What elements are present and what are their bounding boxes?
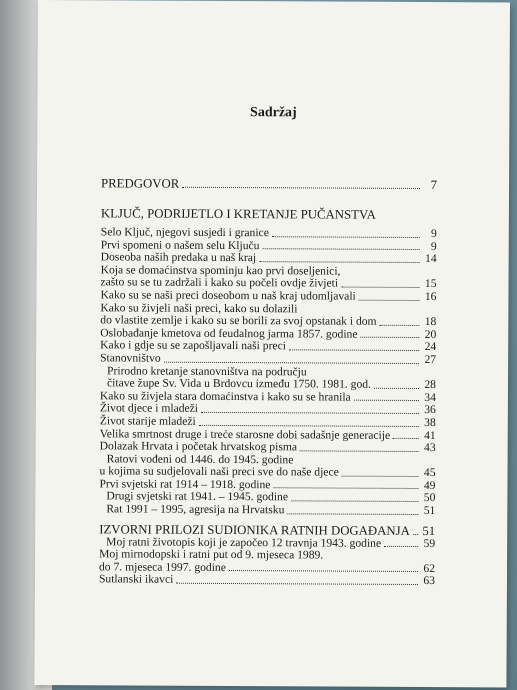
leader-dots (380, 324, 420, 326)
leader-dots (300, 449, 419, 452)
leader-dots (182, 186, 420, 189)
toc-page-number: 34 (424, 390, 436, 404)
toc-page-number: 59 (423, 536, 436, 550)
toc-entry-text: Prirodno kretanje stanovništva na području (107, 363, 307, 378)
toc-entry-text: čitave župe Sv. Vida u Brdovcu između 1750. 1981. god. (106, 376, 372, 391)
leader-dots (354, 399, 419, 401)
toc-entry-text: Moj mirnodopski i ratni put od 9. mjeseca 1989. (99, 547, 324, 562)
toc-entry-text: Prvi spomeni o našem selu Ključu (100, 237, 260, 252)
table-of-contents (99, 176, 437, 588)
leader-dots (341, 286, 419, 288)
leader-dots (273, 487, 418, 490)
leader-dots (374, 386, 419, 388)
toc-entry-text: Oslobađanje kmetova od feudalnog jarma 1857. godine (100, 326, 358, 341)
toc-page-number: 43 (424, 441, 436, 455)
toc-entry-text: Koja se domaćinstva spominju kao prvi doseljenici, (100, 263, 341, 278)
toc-page-number: 24 (424, 340, 437, 354)
leader-dots (262, 247, 419, 250)
toc-entry-text: Sutlanski ikavci (98, 572, 174, 587)
leader-dots (229, 569, 418, 572)
toc-page-number: 51 (423, 504, 436, 518)
leader-dots (176, 582, 418, 585)
toc-entry-text: Drugi svjetski rat 1941. – 1945. godine (106, 489, 289, 504)
toc-page-number: 9 (430, 227, 437, 241)
toc-entry-text: Doseoba naših predaka u naš kraj (100, 250, 257, 265)
toc-entry-text: Dolazak Hrvata i početak hrvatskog pisma (99, 439, 298, 454)
toc-page-number: 49 (423, 478, 436, 492)
leader-dots (199, 423, 419, 426)
toc-entry-predgovor (101, 176, 437, 192)
page-title: Sadržaj (250, 105, 297, 121)
toc-entry-text: Stanovništvo (100, 351, 161, 365)
toc-page-number: 18 (424, 315, 437, 329)
toc-page-number: 9 (430, 239, 437, 253)
leader-dots (287, 512, 418, 515)
toc-entry-text: Kako su se naši preci doseobom u naš kraj udomljavali (100, 288, 356, 303)
toc-entry-text: Život starije mladeži (99, 414, 196, 428)
toc-entry-text: Prvi svjetski rat 1914 – 1918. godine (99, 477, 271, 492)
toc-entry-text: Život djece i mladeži (99, 401, 199, 416)
toc-entry-text: Kako i gdje su se zapošljavali naši preci (100, 338, 287, 353)
toc-section-heading (101, 206, 437, 222)
leader-dots (272, 235, 420, 238)
toc-page-number: 51 (422, 523, 436, 538)
toc-entry-text: u kojima su sudjelovali naši preci sve do naše djece (99, 464, 339, 479)
toc-page-number: 16 (424, 289, 437, 304)
toc-page-number: 28 (424, 378, 437, 392)
leader-dots (201, 411, 419, 414)
toc-entry (99, 503, 435, 517)
leader-dots (342, 474, 419, 476)
toc-entry-text: zašto su se tu zadržali i kako su počeli ovdje živjeti (100, 275, 339, 290)
toc-page-number: 20 (424, 327, 437, 341)
toc-entry-text: Selo Ključ, njegovi susjedi i granice (100, 225, 269, 240)
leader-dots (291, 499, 418, 502)
leader-dots (393, 437, 419, 439)
toc-entry-text: IZVORNI PRILOZI SUDIONIKA RATNIH DOGAĐANJA (99, 521, 410, 538)
leader-dots (384, 545, 418, 547)
toc-entry-text: Moj ratni životopis koji je započeo 12 travnja 1943. godine (106, 535, 382, 550)
toc-page-number: 14 (425, 252, 437, 266)
toc-page-number: 27 (424, 352, 437, 367)
toc-entry-text: Velika smrtnost druge i treće starosne dobi sadašnje generacije (99, 426, 391, 442)
leader-dots (289, 348, 419, 351)
leader-dots (360, 336, 419, 338)
toc-entry-text: Kako su živjeli naši preci, kako su dolazili (100, 300, 298, 315)
toc-page-number: 7 (430, 178, 438, 193)
toc-entry-text: PREDGOVOR (101, 176, 180, 191)
toc-entry-text: Kako su živjela stara domaćinstva i kako su se hranila (99, 389, 351, 404)
leader-dots (359, 298, 420, 300)
leader-dots (413, 533, 418, 535)
toc-entry (99, 574, 435, 588)
toc-page-number: 45 (423, 466, 436, 480)
toc-page-number: 15 (424, 277, 437, 291)
toc-page-number: 50 (423, 491, 436, 505)
leader-dots (259, 260, 420, 263)
leader-dots (164, 360, 419, 363)
toc-entry-text: Ratovi vođeni od 1446. do 1945. godine (106, 452, 294, 467)
toc-entry-text: do vlastite zemlje i kako su se borili za svoj opstanak i dom (100, 313, 377, 328)
toc-page-number: 63 (423, 574, 435, 588)
toc-entry-text: KLJUČ, PODRIJETLO I KRETANJE PUČANSTVA (100, 206, 376, 222)
toc-page-number: 36 (424, 403, 436, 417)
book-page (34, 0, 510, 687)
toc-entry-text: Rat 1991 – 1995, agresija na Hrvatsku (106, 502, 285, 517)
toc-entry-text: do 7. mjeseca 1997. godine (98, 560, 226, 574)
toc-page-number: 62 (423, 561, 436, 575)
toc-page-number: 41 (424, 428, 436, 442)
toc-page-number: 38 (424, 415, 436, 429)
